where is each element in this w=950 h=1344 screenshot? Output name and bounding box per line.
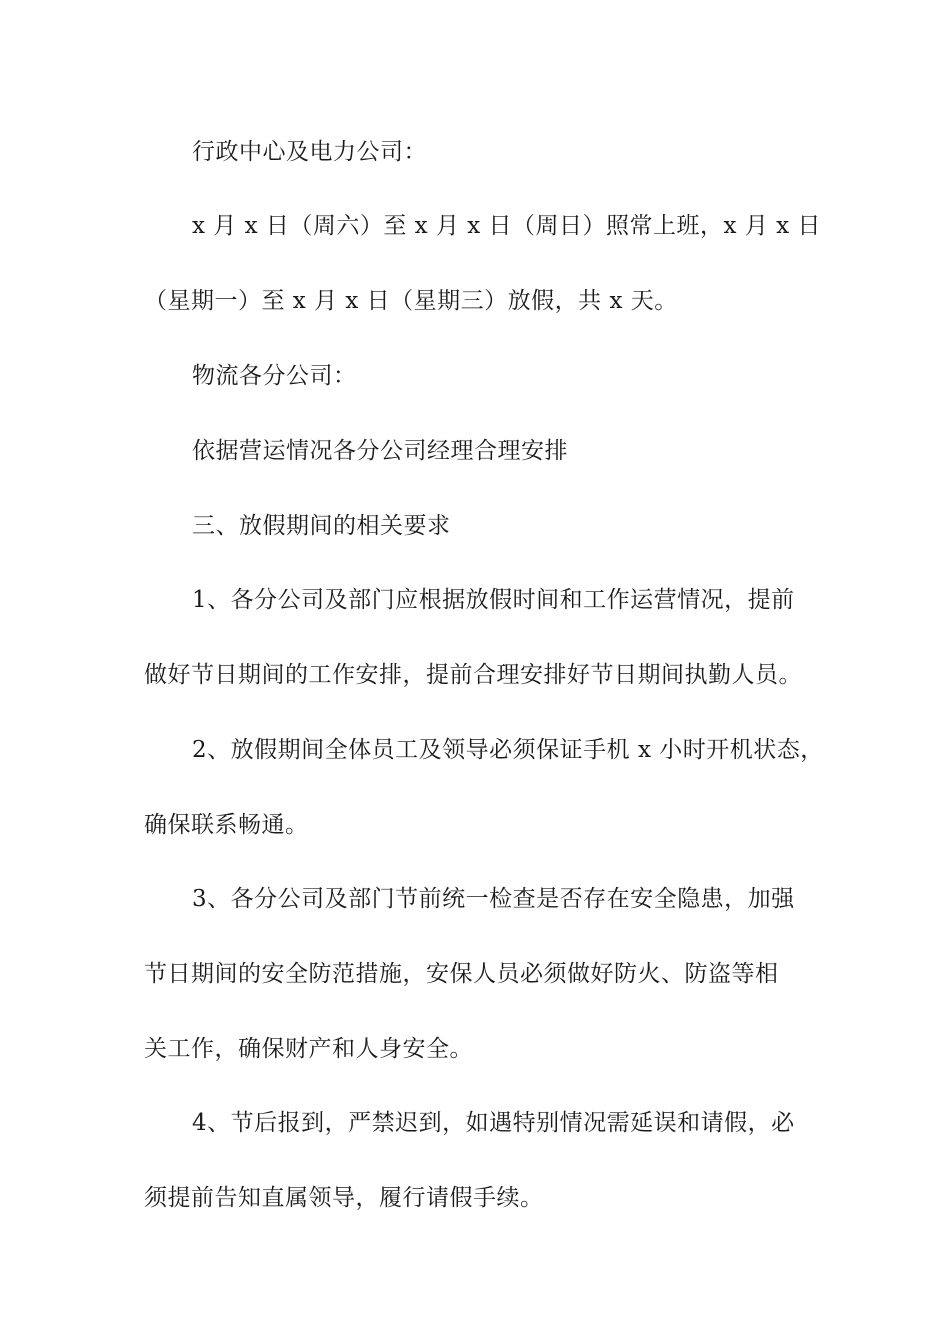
- text-line: 确保联系畅通。: [144, 812, 309, 838]
- text-line: 4、节后报到，严禁迟到，如遇特别情况需延误和请假，必: [192, 1110, 795, 1136]
- section-heading: 三、放假期间的相关要求: [192, 513, 451, 539]
- text-line: 3、各分公司及部门节前统一检查是否存在安全隐患，加强: [192, 886, 795, 912]
- text-line: （星期一）至 x 月 x 日（星期三）放假，共 x 天。: [144, 288, 678, 314]
- text-line: 关工作，确保财产和人身安全。: [144, 1036, 473, 1062]
- text-line: 1、各分公司及部门应根据放假时间和工作运营情况，提前: [192, 587, 795, 613]
- text-line: x 月 x 日（周六）至 x 月 x 日（周日）照常上班，x 月 x 日: [192, 213, 821, 239]
- text-line: 2、放假期间全体员工及领导必须保证手机 x 小时开机状态，: [192, 737, 824, 763]
- text-line: 须提前告知直属领导，履行请假手续。: [144, 1185, 544, 1211]
- text-line: 节日期间的安全防范措施，安保人员必须做好防火、防盗等相: [144, 961, 779, 987]
- text-line: 做好节日期间的工作安排，提前合理安排好节日期间执勤人员。: [144, 662, 802, 688]
- text-line: 行政中心及电力公司：: [192, 139, 427, 165]
- text-line: 依据营运情况各分公司经理合理安排: [192, 438, 568, 464]
- text-line: 物流各分公司：: [192, 363, 357, 389]
